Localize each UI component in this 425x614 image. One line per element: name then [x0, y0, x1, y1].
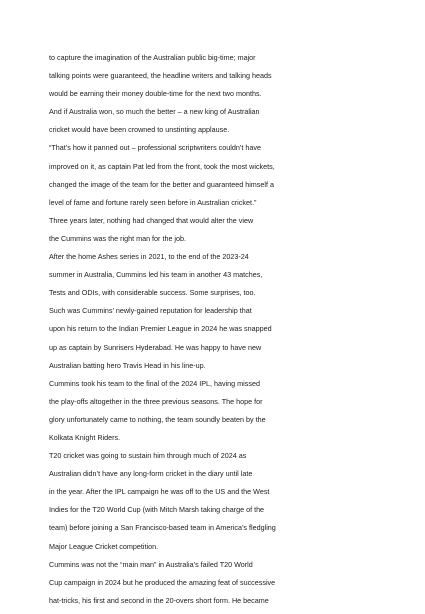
text-line: Cup campaign in 2024 but he produced the amazing feat of successive — [49, 577, 276, 587]
text-line: changed the image of the team for the better and guaranteed himself a — [49, 179, 274, 189]
text-line: team) before joining a San Francisco-based team in America’s fledgling — [49, 523, 276, 533]
text-line: Kolkata Knight Riders. — [49, 432, 121, 442]
text-line: in the year. After the IPL campaign he was off to the US and the West — [49, 487, 270, 497]
text-line: would be earning their money double-time for the next two months. — [49, 89, 262, 99]
body-text — [49, 53, 399, 614]
text-line: Australian didn’t have any long-form cricket in the diary until late — [49, 469, 253, 479]
text-line: And if Australia won, so much the better – a new king of Australian — [49, 107, 260, 117]
text-line: glory unfortunately came to nothing, the team soundly beaten by the — [49, 414, 266, 424]
text-line: Cummins was not the “main man” in Australia’s failed T20 World — [49, 559, 253, 569]
text-line: Three years later, nothing had changed that would alter the view — [49, 215, 254, 225]
text-line: up as captain by Sunrisers Hyderabad. He was happy to have new — [49, 342, 262, 352]
text-line: improved on it, as captain Pat led from the front, took the most wickets, — [49, 161, 275, 171]
text-line: Such was Cummins’ newly-gained reputation for leadership that — [49, 306, 252, 316]
text-line: T20 cricket was going to sustain him through much of 2024 as — [49, 451, 247, 461]
text-line: After the home Ashes series in 2021, to the end of the 2023-24 — [49, 252, 249, 262]
text-line: upon his return to the Indian Premier League in 2024 he was snapped — [49, 324, 272, 334]
text-line: Australian batting hero Travis Head in his line-up. — [49, 360, 206, 370]
text-line: Indies for the T20 World Cup (with Mitch Marsh taking charge of the — [49, 505, 265, 515]
text-line: cricket would have been crowned to unstinting applause. — [49, 125, 230, 135]
text-line: Tests and ODIs, with considerable success. Some surprises, too. — [49, 288, 256, 298]
text-line: level of fame and fortune rarely seen before in Australian cricket.” — [49, 197, 257, 207]
text-line: the Cummins was the right man for the job. — [49, 233, 187, 243]
text-line: talking points were guaranteed, the headline writers and talking heads — [49, 71, 272, 81]
text-line: the play-offs altogether in the three previous seasons. The hope for — [49, 396, 263, 406]
text-line: to capture the imagination of the Australian public big-time; major — [49, 53, 256, 62]
text-line: hat-tricks, his first and second in the 20-overs short form. He became — [49, 595, 269, 605]
text-line: “That’s how it panned out – professional scriptwriters couldn’t have — [49, 143, 262, 153]
text-line: Cummins took his team to the final of the 2024 IPL, having missed — [49, 378, 260, 388]
text-line: Major League Cricket competition. — [49, 541, 159, 551]
text-line: summer in Australia, Cummins led his team in another 43 matches, — [49, 270, 263, 280]
